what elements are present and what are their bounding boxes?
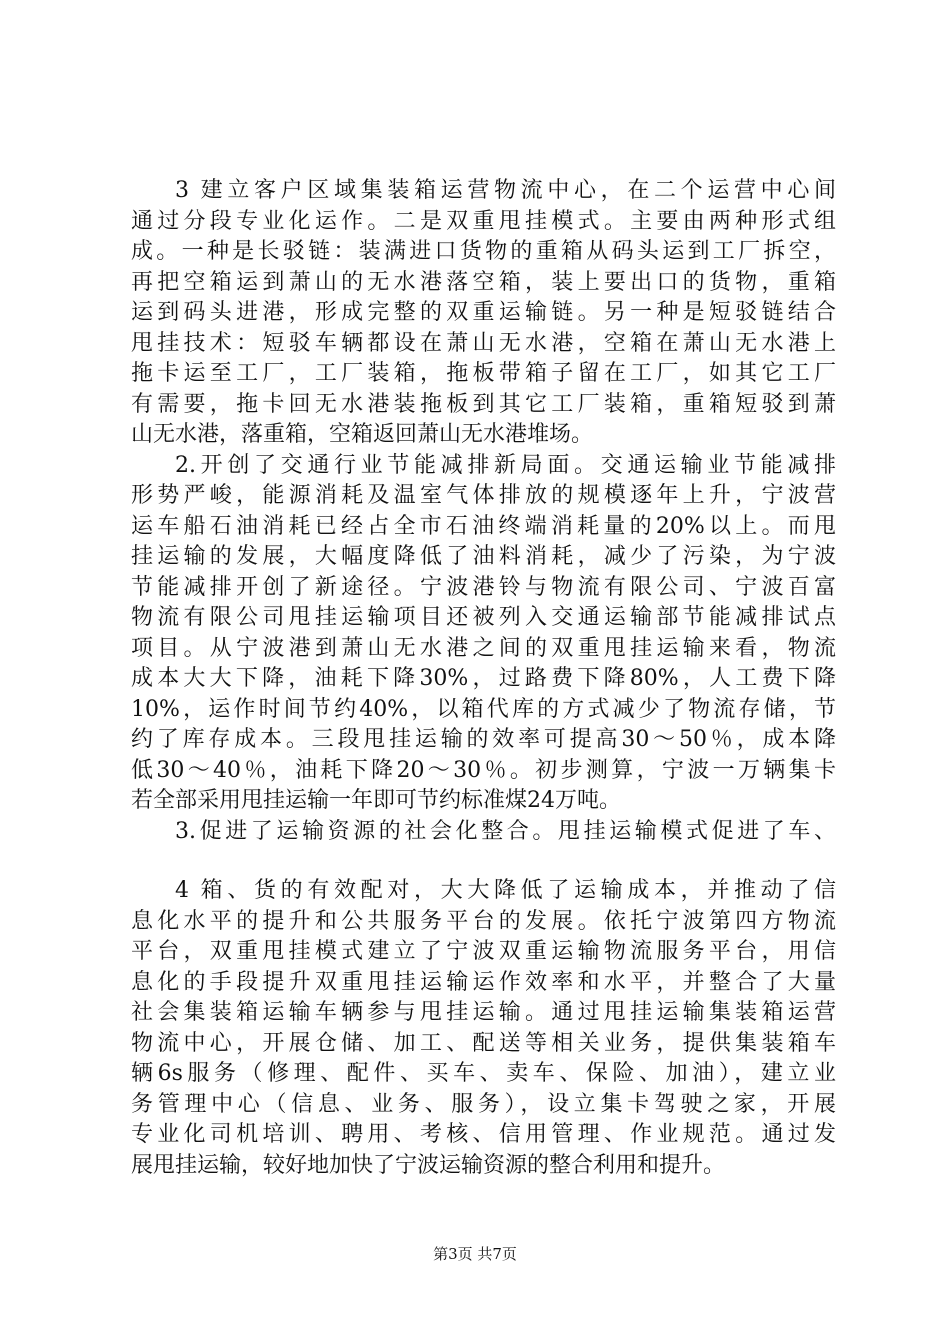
text-line: 约了库存成本。三段甩挂运输的效率可提高30～50％，成本降: [131, 727, 836, 752]
text-line: 有需要，拖卡回无水港装拖板到其它工厂装箱，重箱短驳到萧: [131, 391, 836, 417]
text-line: 节能减排开创了新途径。宁波港铃与物流有限公司、宁波百富: [131, 574, 836, 600]
text-line: 物流有限公司甩挂运输项目还被列入交通运输部节能减排试点: [131, 605, 836, 630]
text-line: 平台，双重甩挂模式建立了宁波双重运输物流服务平台，用信: [131, 939, 836, 964]
text-line: 社会集装箱运输车辆参与甩挂运输。通过甩挂运输集装箱运营: [131, 1000, 836, 1025]
text-line: 成。一种是长驳链：装满进口货物的重箱从码头运到工厂拆空，: [131, 239, 836, 264]
text-line: 若全部采用甩挂运输一年即可节约标准煤24万吨。: [131, 788, 621, 813]
text-line: 4 箱、货的有效配对，大大降低了运输成本，并推动了信: [175, 878, 836, 903]
text-block-1: [131, 176, 836, 847]
text-line: 展甩挂运输，较好地加快了宁波运输资源的整合利用和提升。: [131, 1152, 726, 1178]
text-line: 2.开创了交通行业节能减排新局面。交通运输业节能减排: [175, 452, 836, 478]
text-line: 挂运输的发展，大幅度降低了油料消耗，减少了污染，为宁波: [131, 544, 836, 569]
text-line: 3.促进了运输资源的社会化整合。甩挂运输模式促进了车、: [175, 818, 836, 844]
text-line: 运到码头进港，形成完整的双重运输链。另一种是短驳链结合: [131, 300, 836, 325]
text-block-2: [131, 876, 836, 1181]
text-line: 成本大大下降，油耗下降30%，过路费下降80%，人工费下降: [131, 666, 836, 691]
text-line: 10%，运作时间节约40%，以箱代库的方式减少了物流存储，节: [131, 696, 836, 722]
text-line: 务管理中心（信息、业务、服务），设立集卡驾驶之家，开展: [131, 1091, 836, 1117]
text-line: 拖卡运至工厂，工厂装箱，拖板带箱子留在工厂，如其它工厂: [131, 361, 836, 386]
text-line: 专业化司机培训、聘用、考核、信用管理、作业规范。通过发: [131, 1122, 836, 1147]
text-line: 通过分段专业化运作。二是双重甩挂模式。主要由两种形式组: [131, 208, 836, 234]
text-line: 息化的手段提升双重甩挂运输运作效率和水平，并整合了大量: [131, 969, 836, 995]
page-footer: 第3页 共7页: [433, 1245, 517, 1263]
text-line: 项目。从宁波港到萧山无水港之间的双重甩挂运输来看，物流: [131, 635, 836, 661]
text-line: 形势严峻，能源消耗及温室气体排放的规模逐年上升，宁波营: [131, 483, 836, 508]
text-line: 3 建立客户区域集装箱运营物流中心，在二个运营中心间: [175, 178, 836, 203]
text-line: 低30～40％，油耗下降20～30％。初步测算，宁波一万辆集卡: [131, 757, 836, 783]
text-line: 山无水港，落重箱，空箱返回萧山无水港堆场。: [131, 422, 594, 447]
text-line: 物流中心，开展仓储、加工、配送等相关业务，提供集装箱车: [131, 1030, 836, 1056]
text-line: 息化水平的提升和公共服务平台的发展。依托宁波第四方物流: [131, 908, 836, 934]
text-line: 运车船石油消耗已经占全市石油终端消耗量的20%以上。而甩: [131, 513, 836, 539]
text-line: 再把空箱运到萧山的无水港落空箱，装上要出口的货物，重箱: [131, 269, 836, 295]
text-line: 辆6s服务（修理、配件、买车、卖车、保险、加油），建立业: [131, 1061, 836, 1086]
text-line: 甩挂技术：短驳车辆都设在萧山无水港，空箱在萧山无水港上: [131, 330, 836, 356]
